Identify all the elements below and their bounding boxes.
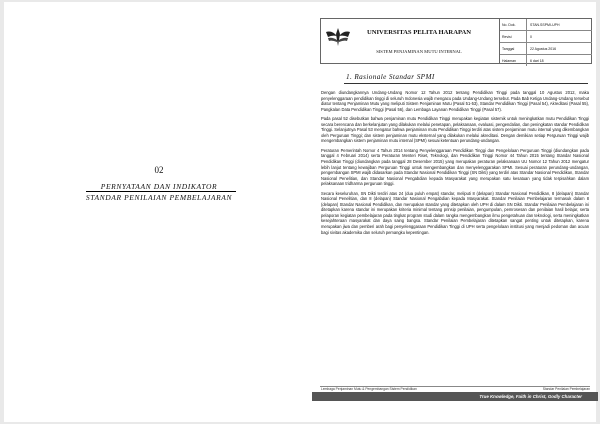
chapter-title-divider [86, 191, 236, 192]
meta-label: Revisi [500, 31, 527, 42]
chapter-title-line1: PERNYATAAN DAN INDIKATOR [100, 182, 218, 191]
chapter-title-line2: STANDAR PENILAIAN PEMBELAJARAN [85, 193, 233, 202]
chapter-number: 02 [154, 165, 164, 175]
meta-value: 22 Agustus 2016 [530, 46, 557, 51]
body-paragraph: Secara keseluruhan, SN Dikti terdiri atas 24 (dua puluh empat) standar, meliputi 8 (delapan) Standar Nasional Pendidikan, 8 (delapan) Standar Nasional Penelitian, dan 8 (delapan) Standar Nasional Pengabdian kepada Masyarakat. Standar Penilaian Pembelajaran termasuk dalam 8 (delapan) Standar Nasional Pendidikan, dan merupakan standar yang ditetapkan oleh UPH di dalam SN Dikti. Standar Penilaian Pembelajaran ini ditetapkan karena standar ini merupakan kriteria minimal tentang prinsip penilaian, pengumpulan, pemrosesan dan penilaian hasil belajar, serta pelaporan kegiatan pembelajaran pada tingkat program studi dalam rangka mengembangkan ilmu pengetahuan dan teknologi, serta meningkatkan kesejahteraan masyarakat dan daya saing bangsa. Standar Penilaian Pembelajaran ditetapkan sangat penting untuk ditetapkan, karena merupakan jiwa dan pemberi arah bagi penyelenggaraan Pendidikan Tinggi di UPH serta pengelolaan institusi yang menjadi pedoman dan acuan bagi sivitas akademika dan seluruh pemangku kepentingan. [321, 190, 589, 235]
body-paragraph: Peraturan Pemerintah Nomor 4 Tahun 2014 tentang Penyelenggaraan Pendidikan Tinggi dan Pengelolaan Perguruan Tinggi (diundangkan pada tanggal 4 Februari 2014) serta Peraturan Menteri Riset, Teknologi, dan Pendidikan Tinggi Nomor 44 Tahun 2015 tentang Standar Nasional Pendidikan Tinggi (diundangkan pada tanggal 28 Desember 2015) yang merupakan peraturan pelaksanaan UU Nomor 12 Tahun 2012 mengatur lebih lanjut tentang kewajiban Perguruan Tinggi untuk mengembangkan dan menyelenggarakan SPMI. Sesuai peraturan perundang-undangan, pengembangan SPMI wajib didasarkan pada Standar Nasional Pendidikan Tinggi (SN Dikti) yang terdiri atas Standar Nasional Pendidikan, Standar Nasional Penelitian, dan Standar Nasional Pengabdian kepada Masyarakat yang merupakan satu kesatuan yang tidak terpisahkan dalam pelaksanaan tridharma perguruan tinggi. [321, 147, 589, 187]
system-name: SISTEM PENJAMINAN MUTU INTERNAL [376, 49, 462, 54]
body-paragraph: Pada pasal 52 disebutkan bahwa penjaminan mutu Pendidikan Tinggi merupakan kegiatan sistemik untuk meningkatkan mutu Pendidikan Tinggi secara berencana dan berkelanjutan yang dilakukan melalui penetapan, pelaksanaan, evaluasi, pengendalian, dan peningkatan standar Pendidikan Tinggi. Selanjutnya Pasal 53 mengatur bahwa penjaminan mutu Pendidikan Tinggi terdiri atas sistem penjaminan mutu internal yang dikembangkan oleh Perguruan Tinggi; dan sistem penjaminan mutu eksternal yang dilakukan melalui akreditasi. Dengan demikian setiap Perguruan Tinggi wajib mengembangkan sistem penjaminan mutu internal (SPMI) sesuai ketentuan perundang-undangan. [321, 116, 589, 144]
meta-label: Tanggal [500, 43, 527, 54]
meta-row [500, 19, 592, 31]
section-body [321, 90, 589, 239]
footer-right-text: Standar Penilaian Pembelajaran [542, 387, 590, 391]
meta-label: No. Dok. [500, 19, 527, 30]
meta-value: 6 dari 18 [530, 58, 544, 63]
section-divider [344, 83, 588, 84]
document-meta-table [499, 19, 592, 63]
meta-row [500, 43, 592, 55]
footer-motto: True Knowledge, Faith in Christ, Godly Character [479, 393, 582, 399]
meta-value: STAN.SSPMI-UPH [530, 22, 560, 27]
university-name: UNIVERSITAS PELITA HARAPAN [366, 29, 472, 36]
content-panel [312, 2, 596, 422]
document-page [4, 2, 596, 422]
meta-row [500, 55, 592, 66]
meta-row [500, 31, 592, 43]
footer-motto-band [312, 392, 598, 401]
section-title: 1. Rasionale Standar SPMI [346, 73, 435, 81]
body-paragraph: Dengan diundangkannya Undang-Undang Nomor 12 Tahun 2012 tentang Pendidikan Tinggi pada tanggal 10 Agustus 2012, maka penyelenggaraan pendidikan tinggi di seluruh Indonesia wajib mengacu pada Undang-Undang tersebut. Pada Bab Ketiga Undang-Undang tersebut diatur tentang Penjaminan Mutu yang meliputi Sistem Penjaminan Mutu (Pasal 51-53), Standar Pendidikan Tinggi (Pasal 54), Akreditasi (Pasal 55), Pangkalan Data Pendidikan Tinggi (Pasal 56), dan Lembaga Layanan Pendidikan Tinggi (Pasal 57). [321, 90, 589, 112]
cover-panel [4, 2, 314, 422]
meta-value: 0 [530, 34, 532, 39]
meta-label: Halaman [500, 55, 527, 66]
footer-left-text: Lembaga Penjaminan Mutu & Pengembangan Sistem Pendidikan [321, 387, 417, 391]
university-logo-icon [325, 25, 351, 49]
document-header [320, 18, 592, 64]
